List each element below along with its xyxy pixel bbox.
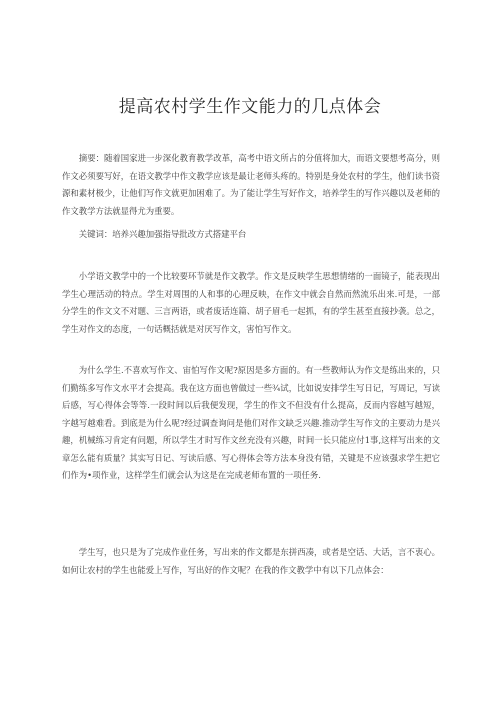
document-title: 提高农村学生作文能力的几点体会: [118, 97, 382, 117]
keywords-paragraph: 关键词：培养兴趣加强指导批改方式搭建平台: [78, 229, 247, 239]
abstract-paragraph: 摘要：随着国家进一步深化教育教学改革，高考中语文所占的分值将加大，而语文要想考高分，则作文必须要写好，在语文教学中作文教学应该是最让老师头疼的。特别是身处农村的学生，他们读书资源和素材极少，让他们写作文就更加困难了。为了能让学生写好作文，培养学生的写作兴趣以及老师的作文教学方法就显得尤为重要。: [62, 153, 440, 216]
body-paragraph-2: 为什么学生.不喜欢写作文、宙怕写作文呢?原因是多方面的。有一些教师认为作文是练出来的，只们勤练多写作文水平才会提高。我在这方面也曾做过一些¾试，比如说安排学生写日记，写周记，写读后感，写心得体会等等.一段时间以后我便发现，学生的作文不但没有什么提高，反而内容越写越短，字越写越难看。到底是为什么呢?经过调查询问是他们对作文缺乏兴趣.推动学生写作文的主要动力是兴趣，机械练习肯定有问题，所以学生才时写作文丝充没有兴趣，时间一长只能应付1事,这样写出来的文章怎么能有质量？其实写日记、写读后感、写心得体会等方法本身没有错，关键是不应该强求学生把它们作为•项作业，这样学生们就会认为这是在完成老师布置的一项任务.: [62, 365, 440, 480]
body-paragraph-1: 小学语文教学中的一个比较要环节就是作文教学。作文是反映学生思想情绪的一面镜子，能表现出学生心理活动的特点。学生对周围的人和事的心理反映，在作文中就会自然而然流乐出来.可是，一部分学生的作文文不对题、三言两语，或者废话连篇、胡子眉毛一起抓，有的学生甚至直接抄袭。总之，学生对作文的态度，一句话概括就是对厌写作文，害怕写作文。: [62, 271, 440, 334]
body-paragraph-3: 学生写，也只是为了完成作业任务，写出来的作文都是东拼西凑，或者是空话、大话，言不衷心。如何让农村的学生也能爱上写作，写出好的作文呢？在我的作文教学中有以下几点体会：: [62, 547, 440, 575]
